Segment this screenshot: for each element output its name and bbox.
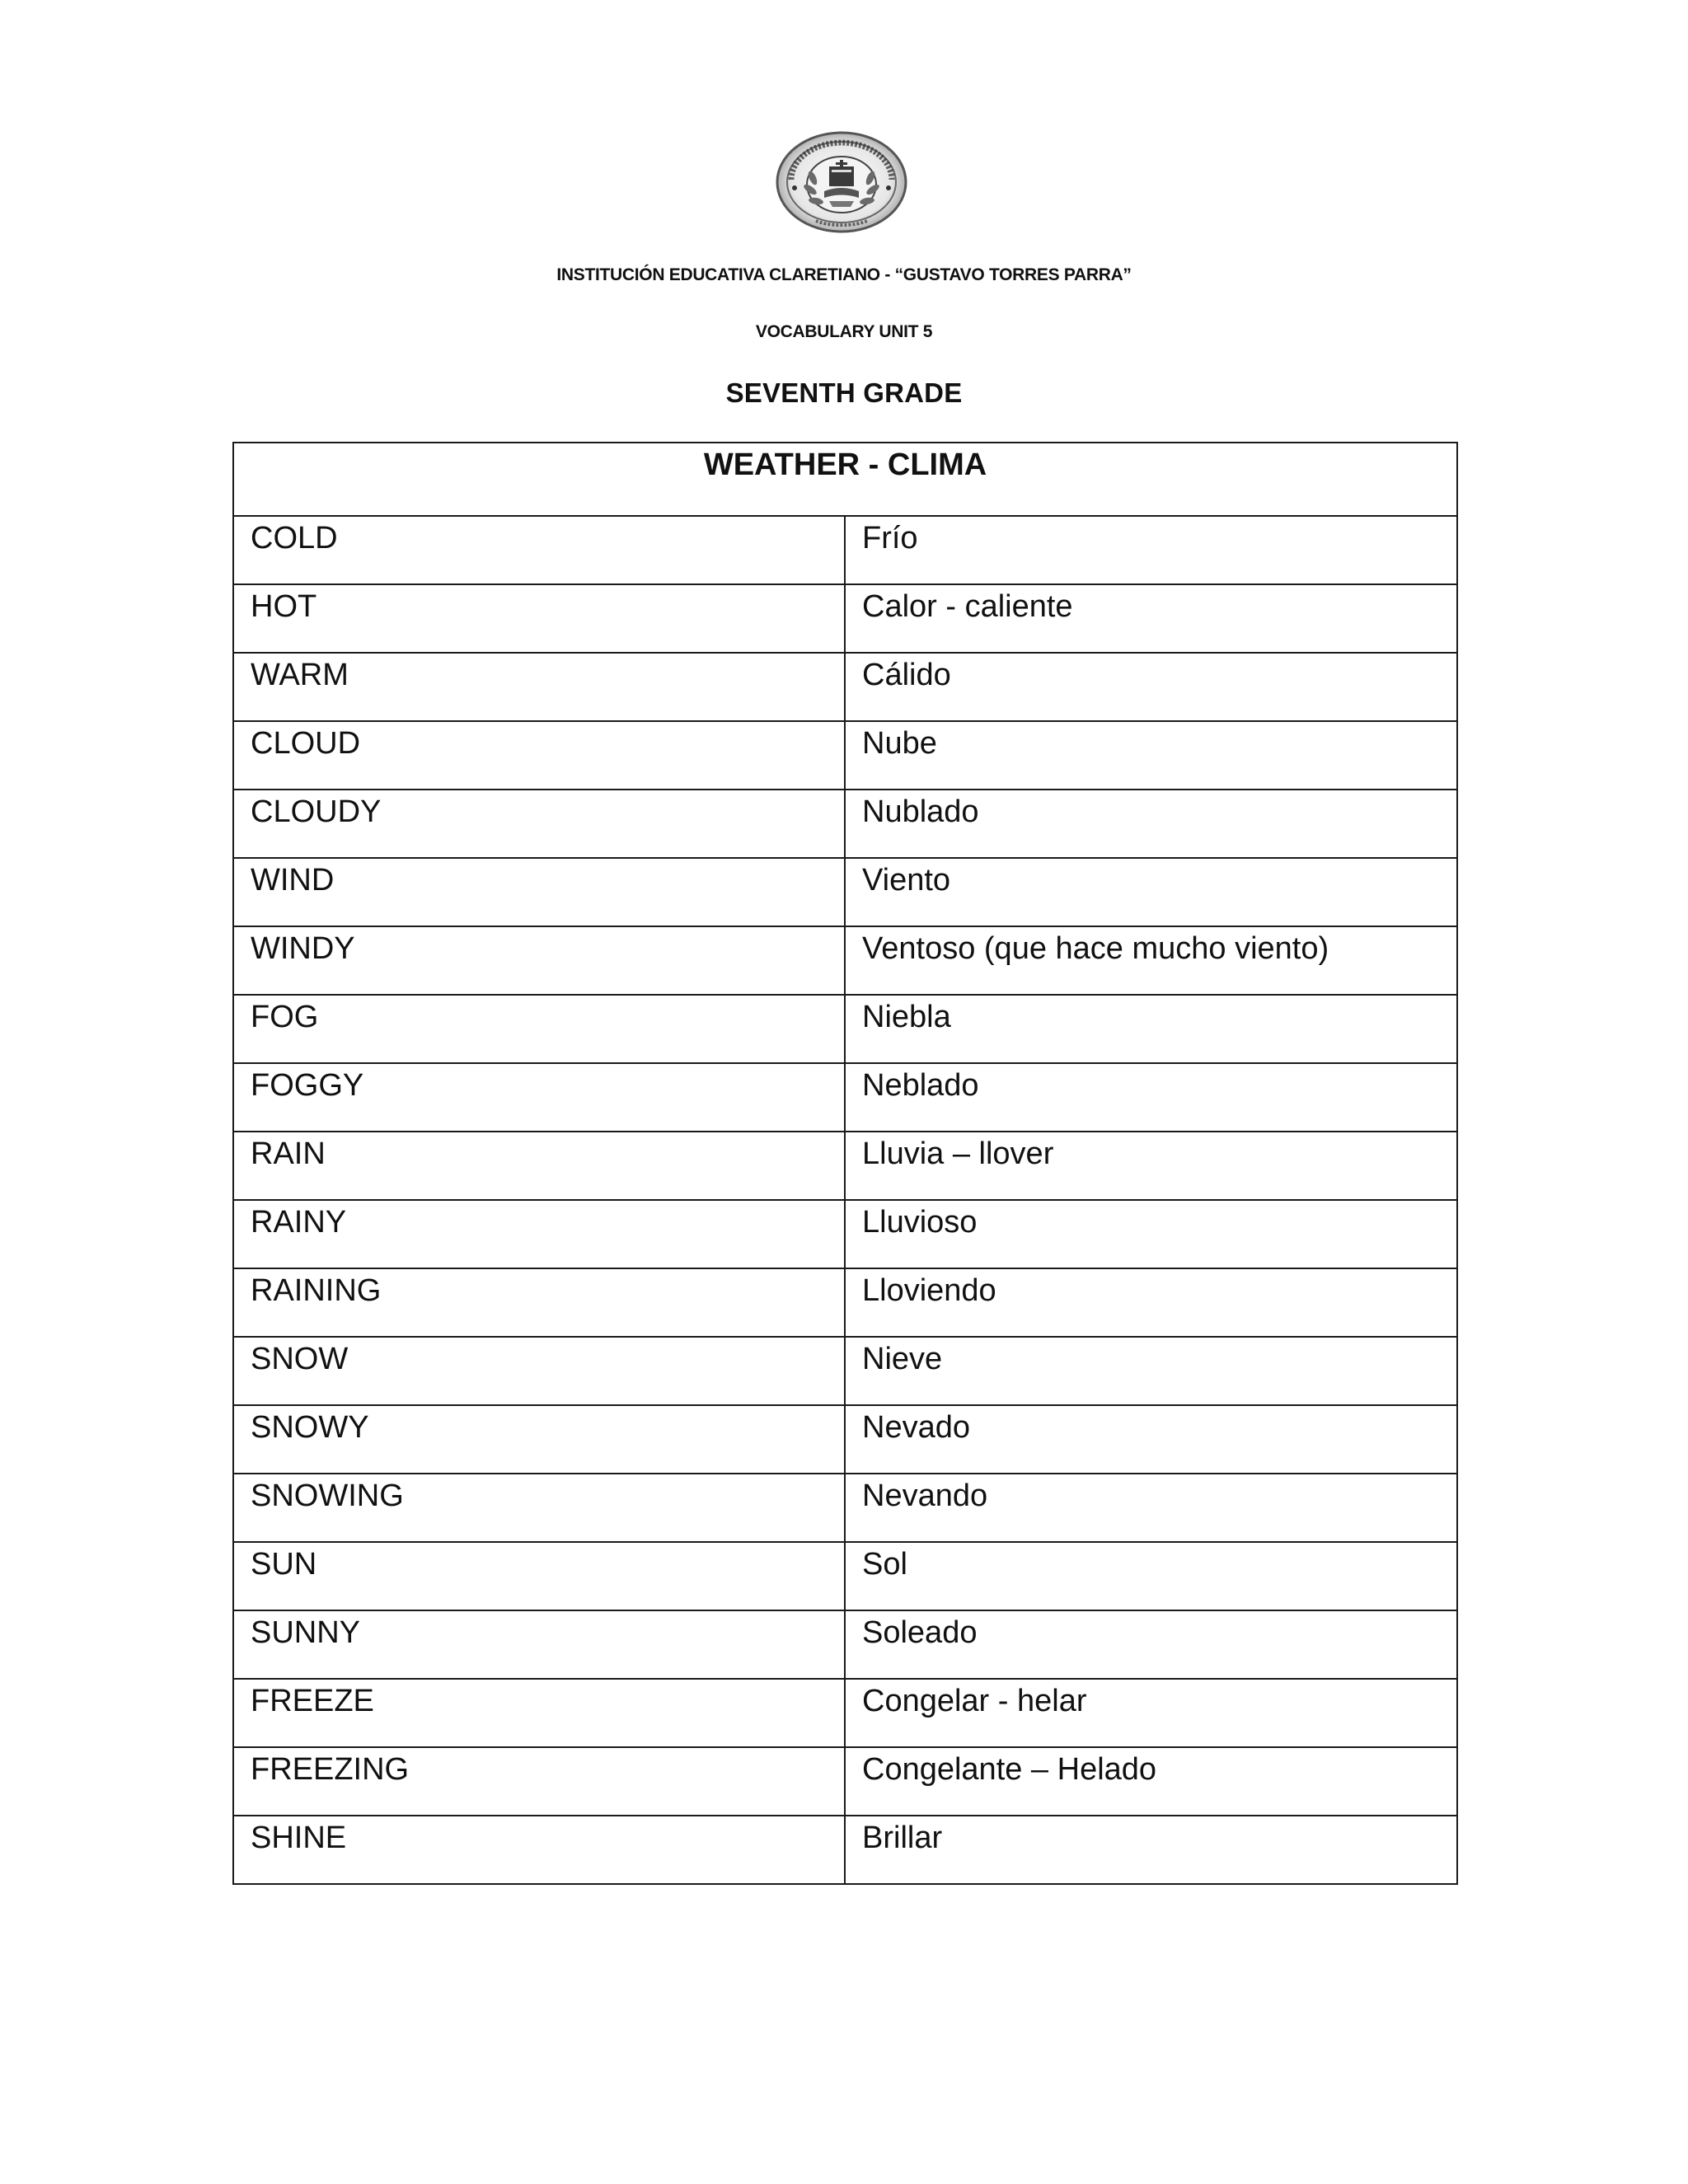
english-word: SHINE bbox=[233, 1816, 845, 1884]
table-row bbox=[233, 1679, 1457, 1747]
english-word: WIND bbox=[233, 858, 845, 926]
institution-name: INSTITUCIÓN EDUCATIVA CLARETIANO - “GUSTAVO TORRES PARRA” bbox=[556, 265, 1132, 284]
spanish-translation: Soleado bbox=[845, 1610, 1457, 1679]
table-row bbox=[233, 1132, 1457, 1200]
table-row bbox=[233, 1337, 1457, 1405]
spanish-translation: Nevado bbox=[845, 1405, 1457, 1474]
school-seal-logo bbox=[775, 130, 908, 234]
table-row bbox=[233, 653, 1457, 721]
spanish-translation: Lluvioso bbox=[845, 1200, 1457, 1268]
table-row bbox=[233, 1405, 1457, 1474]
vocabulary-unit-title: VOCABULARY UNIT 5 bbox=[755, 322, 933, 341]
table-row bbox=[233, 1200, 1457, 1268]
spanish-translation: Niebla bbox=[845, 995, 1457, 1063]
spanish-translation: Calor - caliente bbox=[845, 584, 1457, 653]
table-row bbox=[233, 1474, 1457, 1542]
table-row bbox=[233, 995, 1457, 1063]
spanish-translation: Nube bbox=[845, 721, 1457, 790]
english-word: SNOW bbox=[233, 1337, 845, 1405]
english-word: WARM bbox=[233, 653, 845, 721]
english-word: SUNNY bbox=[233, 1610, 845, 1679]
english-word: SNOWING bbox=[233, 1474, 845, 1542]
spanish-translation: Lloviendo bbox=[845, 1268, 1457, 1337]
spanish-translation: Cálido bbox=[845, 653, 1457, 721]
english-word: FOG bbox=[233, 995, 845, 1063]
spanish-translation: Congelante – Helado bbox=[845, 1747, 1457, 1816]
table-row bbox=[233, 584, 1457, 653]
english-word: RAINY bbox=[233, 1200, 845, 1268]
vocabulary-table bbox=[232, 442, 1458, 1885]
spanish-translation: Sol bbox=[845, 1542, 1457, 1610]
english-word: SNOWY bbox=[233, 1405, 845, 1474]
grade-title: SEVENTH GRADE bbox=[725, 377, 963, 408]
english-word: RAIN bbox=[233, 1132, 845, 1200]
table-body bbox=[233, 516, 1457, 1884]
spanish-translation: Nevando bbox=[845, 1474, 1457, 1542]
english-word: SUN bbox=[233, 1542, 845, 1610]
table-row bbox=[233, 1063, 1457, 1132]
english-word: WINDY bbox=[233, 926, 845, 995]
spanish-translation: Nublado bbox=[845, 790, 1457, 858]
table-title: WEATHER - CLIMA bbox=[233, 443, 1457, 516]
table-row bbox=[233, 858, 1457, 926]
english-word: HOT bbox=[233, 584, 845, 653]
table-row bbox=[233, 1542, 1457, 1610]
spanish-translation: Congelar - helar bbox=[845, 1679, 1457, 1747]
table-row bbox=[233, 790, 1457, 858]
spanish-translation: Brillar bbox=[845, 1816, 1457, 1884]
english-word: CLOUD bbox=[233, 721, 845, 790]
english-word: CLOUDY bbox=[233, 790, 845, 858]
table-row bbox=[233, 926, 1457, 995]
spanish-translation: Neblado bbox=[845, 1063, 1457, 1132]
table-row bbox=[233, 1610, 1457, 1679]
english-word: RAINING bbox=[233, 1268, 845, 1337]
table-row bbox=[233, 1816, 1457, 1884]
spanish-translation: Viento bbox=[845, 858, 1457, 926]
english-word: COLD bbox=[233, 516, 845, 584]
table-title-row bbox=[233, 443, 1457, 516]
spanish-translation: Ventoso (que hace mucho viento) bbox=[845, 926, 1457, 995]
table-row bbox=[233, 1747, 1457, 1816]
spanish-translation: Lluvia – llover bbox=[845, 1132, 1457, 1200]
spanish-translation: Nieve bbox=[845, 1337, 1457, 1405]
english-word: FREEZE bbox=[233, 1679, 845, 1747]
english-word: FREEZING bbox=[233, 1747, 845, 1816]
table-row bbox=[233, 1268, 1457, 1337]
table-row bbox=[233, 516, 1457, 584]
spanish-translation: Frío bbox=[845, 516, 1457, 584]
table-row bbox=[233, 721, 1457, 790]
english-word: FOGGY bbox=[233, 1063, 845, 1132]
